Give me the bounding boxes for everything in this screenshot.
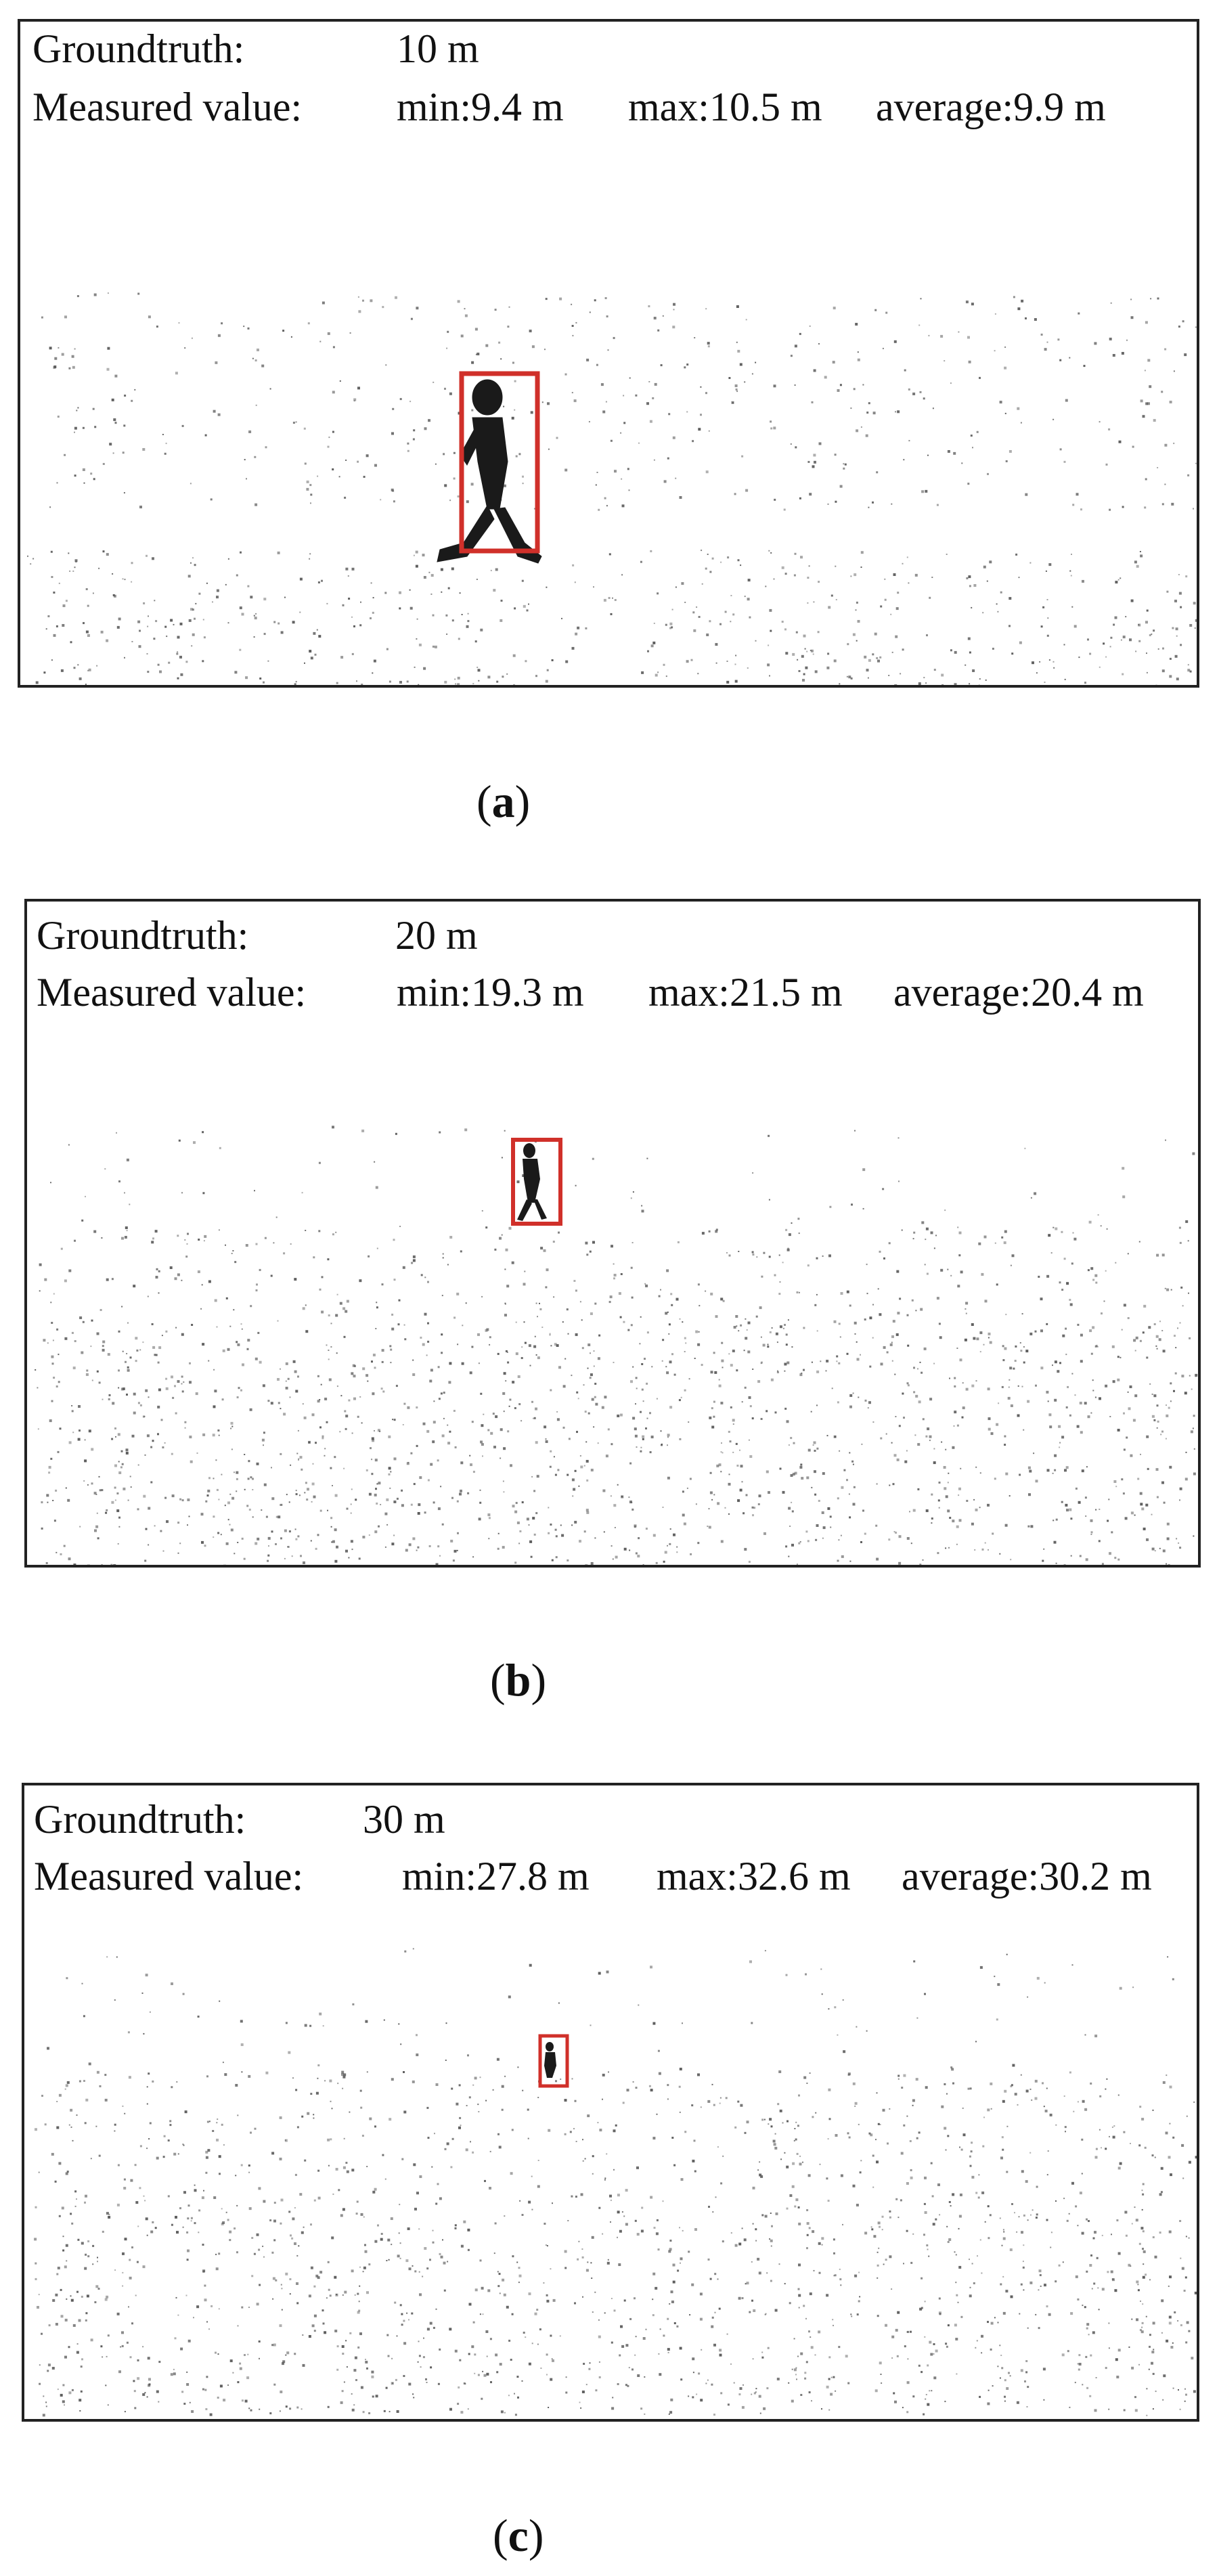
measured-max: max:32.6 m (657, 1854, 851, 1898)
groundtruth-label: Groundtruth: (32, 26, 245, 71)
measured-min: min:19.3 m (397, 970, 584, 1015)
measured-min: min:27.8 m (402, 1854, 590, 1898)
measured-min: min:9.4 m (397, 85, 564, 129)
groundtruth-value: 10 m (397, 26, 479, 71)
measured-label: Measured value: (34, 1854, 304, 1898)
panel-a (18, 19, 1199, 688)
caption-c: (c) (493, 2510, 544, 2561)
measured-average: average:9.9 m (876, 85, 1106, 129)
measured-label: Measured value: (32, 85, 303, 129)
caption-b: (b) (490, 1654, 547, 1706)
groundtruth-label: Groundtruth: (34, 1797, 246, 1842)
measured-max: max:10.5 m (628, 85, 822, 129)
groundtruth-value: 30 m (363, 1797, 445, 1842)
measured-max: max:21.5 m (648, 970, 843, 1015)
caption-a: (a) (476, 776, 531, 827)
panel-c (22, 1783, 1199, 2422)
measured-average: average:20.4 m (893, 970, 1144, 1015)
groundtruth-label: Groundtruth: (37, 913, 249, 958)
panel-b (24, 899, 1201, 1568)
measured-average: average:30.2 m (902, 1854, 1152, 1898)
measured-label: Measured value: (37, 970, 307, 1015)
groundtruth-value: 20 m (395, 913, 478, 958)
